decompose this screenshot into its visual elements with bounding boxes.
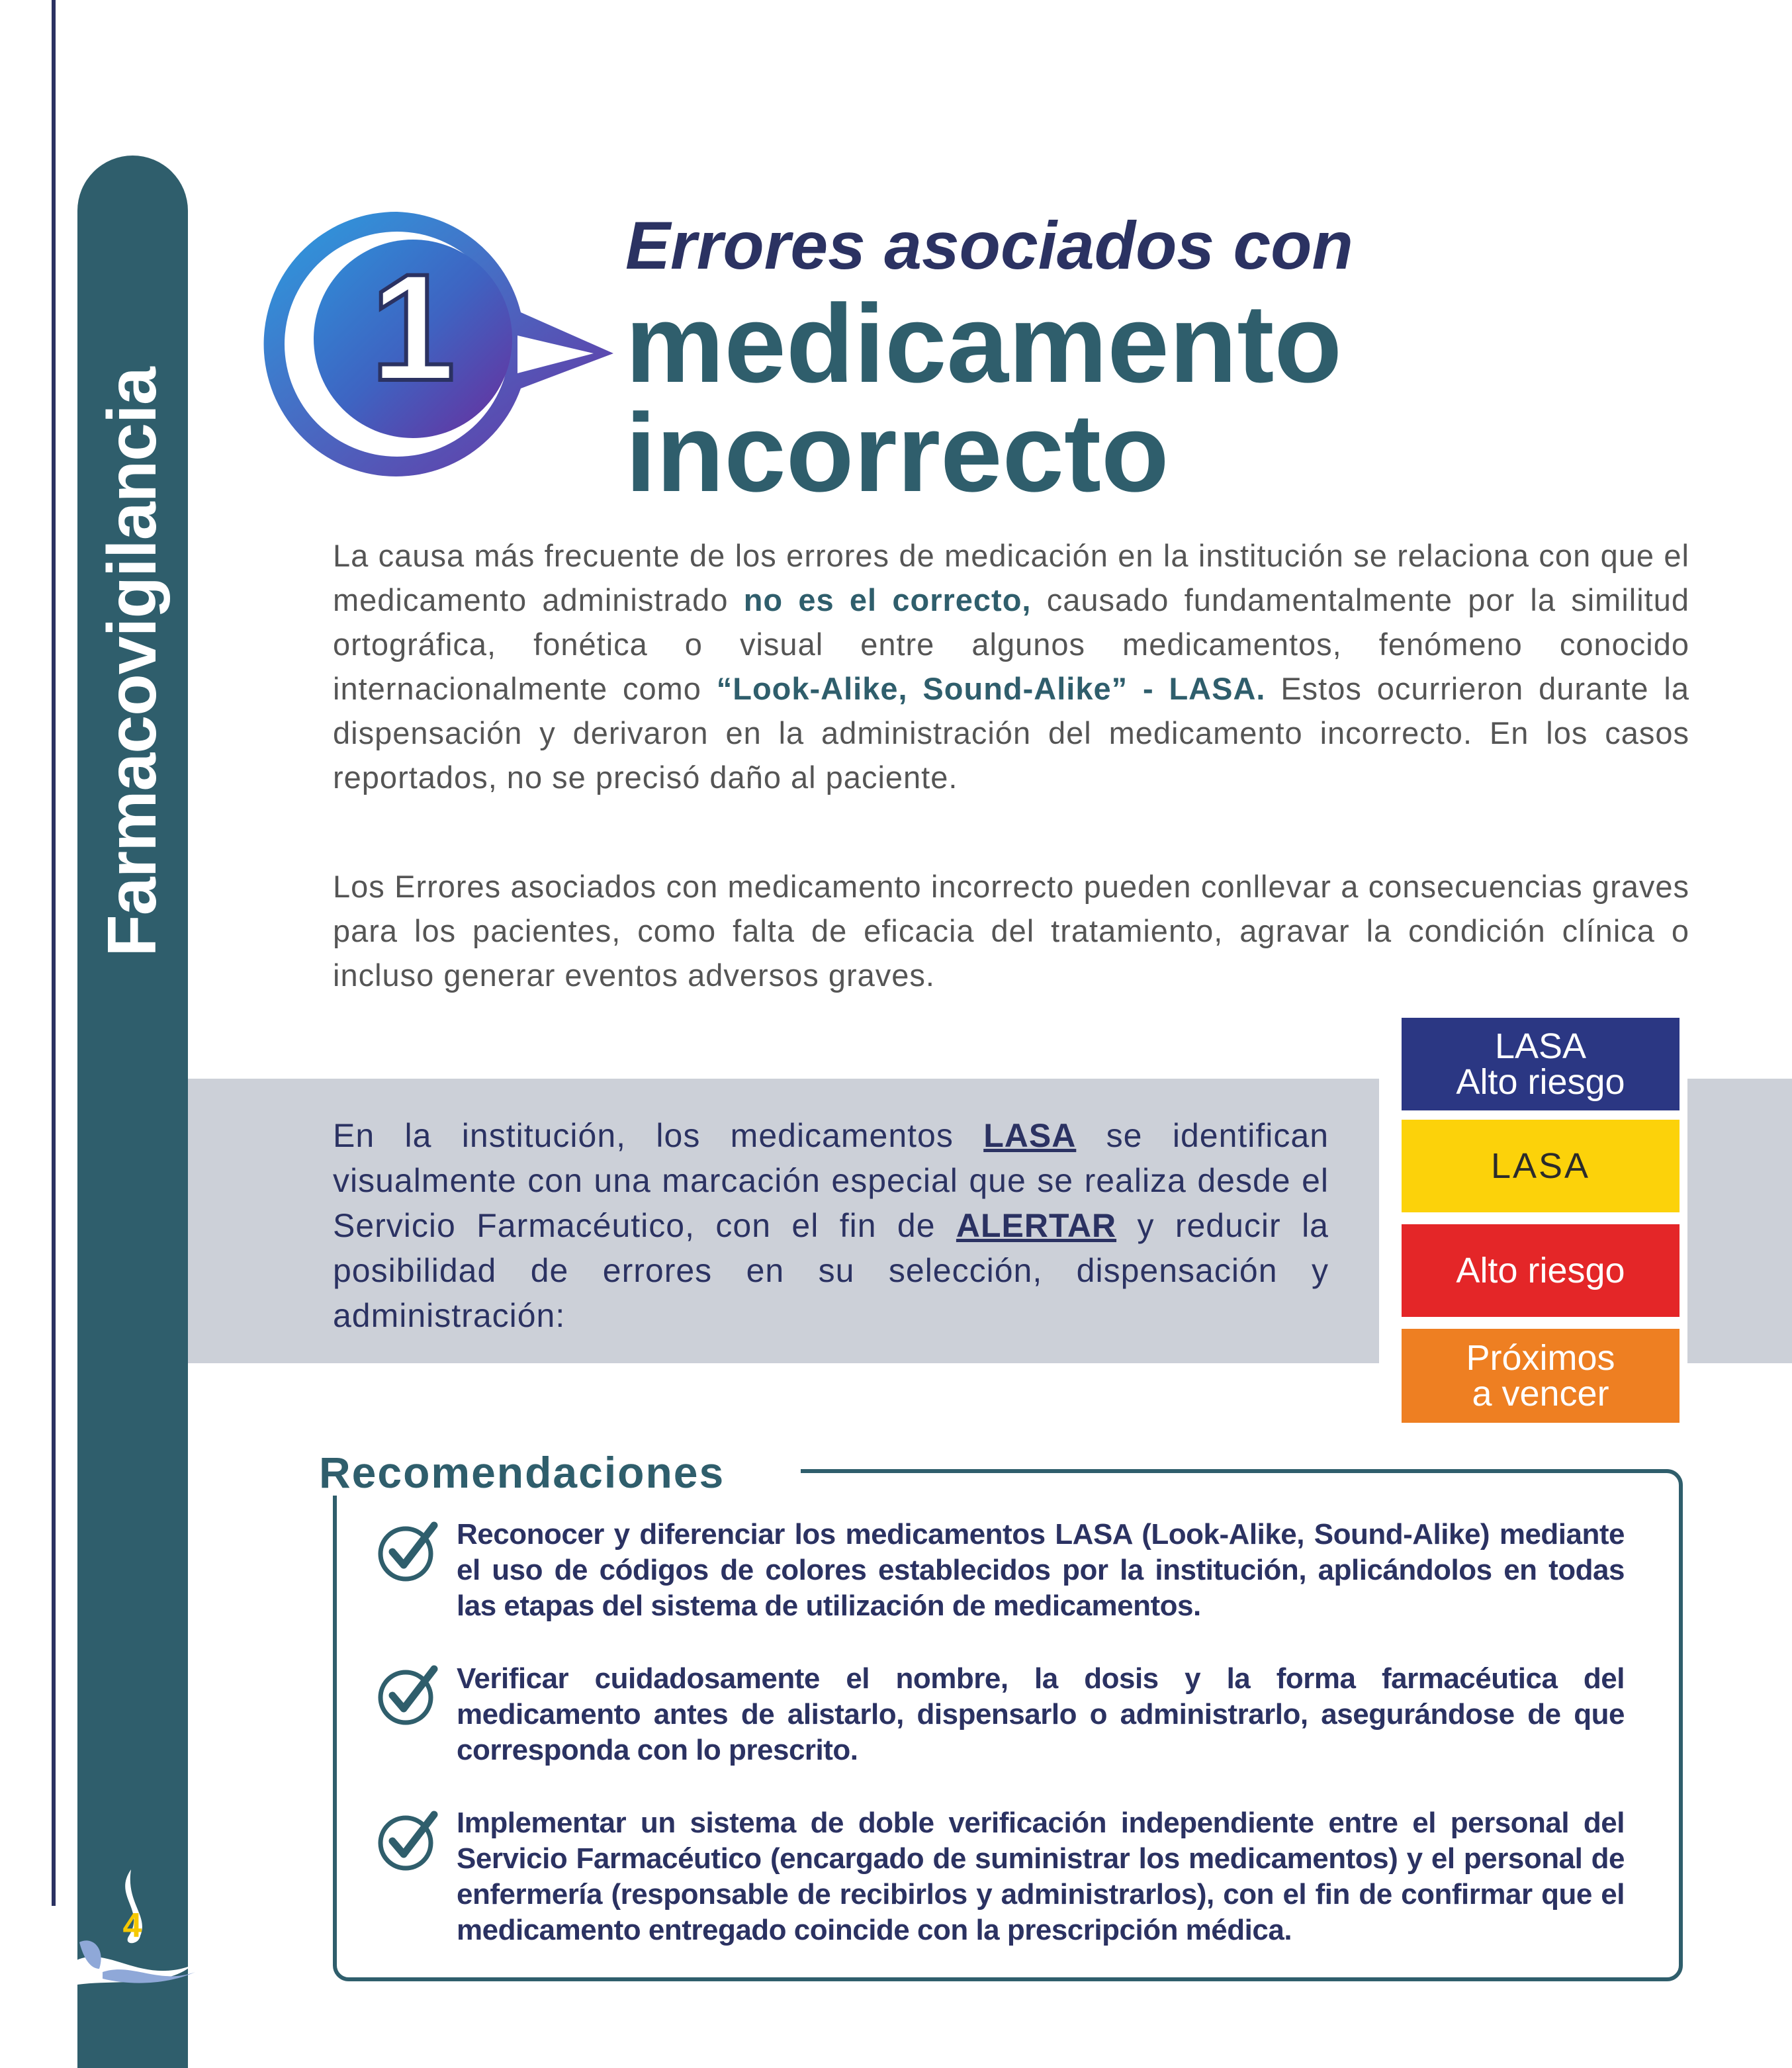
highlight-incorrect: no es el correcto, [743, 582, 1032, 617]
recommendation-item: Verificar cuidadosamente el nombre, la dosis y la forma farmacéutica del medicamento antes de alistarlo, dispensarlo o administrarlo, asegurándose de que corresponda con lo prescrito. [457, 1662, 1625, 1766]
legend-proximos-a-vencer: Próximos a vencer [1402, 1329, 1680, 1423]
check-circle-icon [376, 1661, 442, 1727]
page-number: 4 [122, 1907, 142, 1945]
title-line-2: medicamento [625, 281, 1342, 406]
recommendations-title: Recomendaciones [319, 1448, 725, 1497]
callout-text: En la institución, los medicamentos LASA se identifican visualmente con una marcación especial que se realiza desde el Servicio Farmacéutico, con el fin de ALERTAR y reducir la posibilidad de errores en su selección, dispensación y administración: [333, 1117, 1329, 1334]
check-circle-icon [376, 1807, 442, 1873]
badge-number: 1 [371, 242, 455, 412]
recommendation-item: Implementar un sistema de doble verificación independiente entre el personal del Servicio Farmacéutico (encargado de suministrar los medicamentos) y el personal de enfermería (responsable de recibirlos y administrarlos), con el fin de confirmar que el medicamento entregado coincide con la prescripción médica. [457, 1807, 1625, 1946]
check-circle-icon [376, 1517, 442, 1584]
intro-paragraph-2: Los Errores asociados con medicamento incorrecto pueden conllevar a consecuencias graves para los pacientes, como falta de eficacia del tratamiento, agravar la condición clínica o incluso generar eventos adversos graves. [333, 869, 1689, 993]
title-line-1: Errores asociados con [625, 208, 1353, 283]
title-line-3: incorrecto [625, 390, 1169, 515]
highlight-lasa: “Look-Alike, Sound-Alike” - LASA. [716, 671, 1266, 706]
lasa-underlined: LASA [983, 1117, 1077, 1154]
intro-paragraph-1: La causa más frecuente de los errores de medicación en la institución se relaciona con que el medicamento administrado no es el correcto, causado fundamentalmente por la similitud ortográfica, fonética o visual entre algunos medicamentos, fenómeno conocido internacionalmente como “Look-Alike, Sound-Alike” - LASA. Estos ocurrieron durante la dispensación y derivaron en la administración del medicamento incorrecto. En los casos reportados, no se precisó daño al paciente. [333, 538, 1689, 795]
left-vertical-rule [52, 0, 56, 1906]
legend-lasa: LASA [1402, 1120, 1680, 1212]
callout-band-right [1687, 1079, 1792, 1363]
legend-lasa-alto-riesgo: LASA Alto riesgo [1402, 1018, 1680, 1110]
sidebar-title [77, 298, 188, 1026]
recommendation-item: Reconocer y diferenciar los medicamentos LASA (Look-Alike, Sound-Alike) mediante el uso de códigos de colores establecidos por la institución, aplicándolos en todas las etapas del sistema de utilización de medicamentos. [457, 1518, 1625, 1622]
sidebar-title-text: Farmacovigilancia [94, 367, 171, 957]
alertar-underlined: ALERTAR [956, 1207, 1117, 1244]
legend-alto-riesgo: Alto riesgo [1402, 1224, 1680, 1317]
step-number-badge [259, 206, 630, 484]
